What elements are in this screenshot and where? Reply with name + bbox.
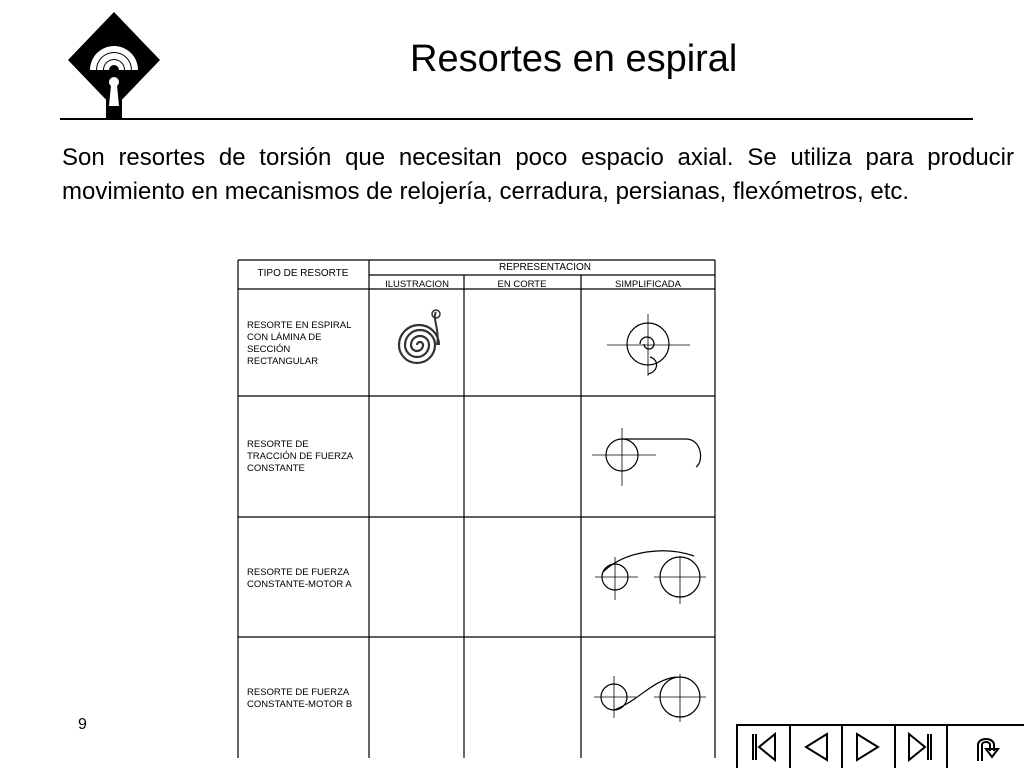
first-page-icon <box>747 731 779 763</box>
page-number: 9 <box>78 716 87 733</box>
row-label-line: RECTANGULAR <box>247 356 319 367</box>
row-label-3 <box>247 567 352 590</box>
slide-navigation <box>736 724 1024 768</box>
first-page-button[interactable] <box>736 726 791 768</box>
motor-b-symbol <box>594 674 706 722</box>
previous-page-icon <box>800 731 832 763</box>
row-label-line: CONSTANTE-MOTOR A <box>247 579 352 590</box>
row-label-line: RESORTE DE FUERZA <box>247 687 350 698</box>
row-label-line: RESORTE DE <box>247 439 309 450</box>
subheader-simplificada: SIMPLIFICADA <box>615 279 681 290</box>
subheader-ilustracion: ILUSTRACION <box>385 279 449 290</box>
subheader-en-corte: EN CORTE <box>497 279 547 290</box>
return-icon <box>970 731 1002 763</box>
slide-body-text: Son resortes de torsión que necesitan poco espacio axial. Se utiliza para producir movimiento en mecanismos de relojería, cerradura, persianas, flexómetros, etc. <box>62 144 1014 205</box>
motor-a-symbol <box>595 551 706 604</box>
row-label-1 <box>247 320 351 367</box>
row-label-4 <box>247 687 352 710</box>
row-label-line: CONSTANTE <box>247 463 305 474</box>
last-page-icon <box>905 731 937 763</box>
row-label-line: SECCIÓN <box>247 344 291 355</box>
header-representacion: REPRESENTACION <box>498 262 592 273</box>
row-label-2 <box>247 439 354 474</box>
slide-title: Resortes en espiral <box>410 38 738 80</box>
next-page-icon <box>852 731 884 763</box>
row-label-line: RESORTE DE FUERZA <box>247 567 350 578</box>
spiral-spring-symbol <box>607 314 690 376</box>
row-label-line: CON LÁMINA DE <box>247 332 322 343</box>
header-tipo: TIPO DE RESORTE <box>257 268 349 279</box>
row-label-line: RESORTE EN ESPIRAL <box>247 320 352 331</box>
row-label-line: TRACCIÓN DE FUERZA <box>247 451 354 462</box>
row-label-line: CONSTANTE-MOTOR B <box>247 699 353 710</box>
return-button[interactable] <box>948 726 1024 768</box>
last-page-button[interactable] <box>896 726 949 768</box>
traction-spring-symbol <box>592 428 701 486</box>
previous-page-button[interactable] <box>791 726 844 768</box>
next-page-button[interactable] <box>843 726 896 768</box>
spiral-spring-illustration <box>399 310 440 363</box>
